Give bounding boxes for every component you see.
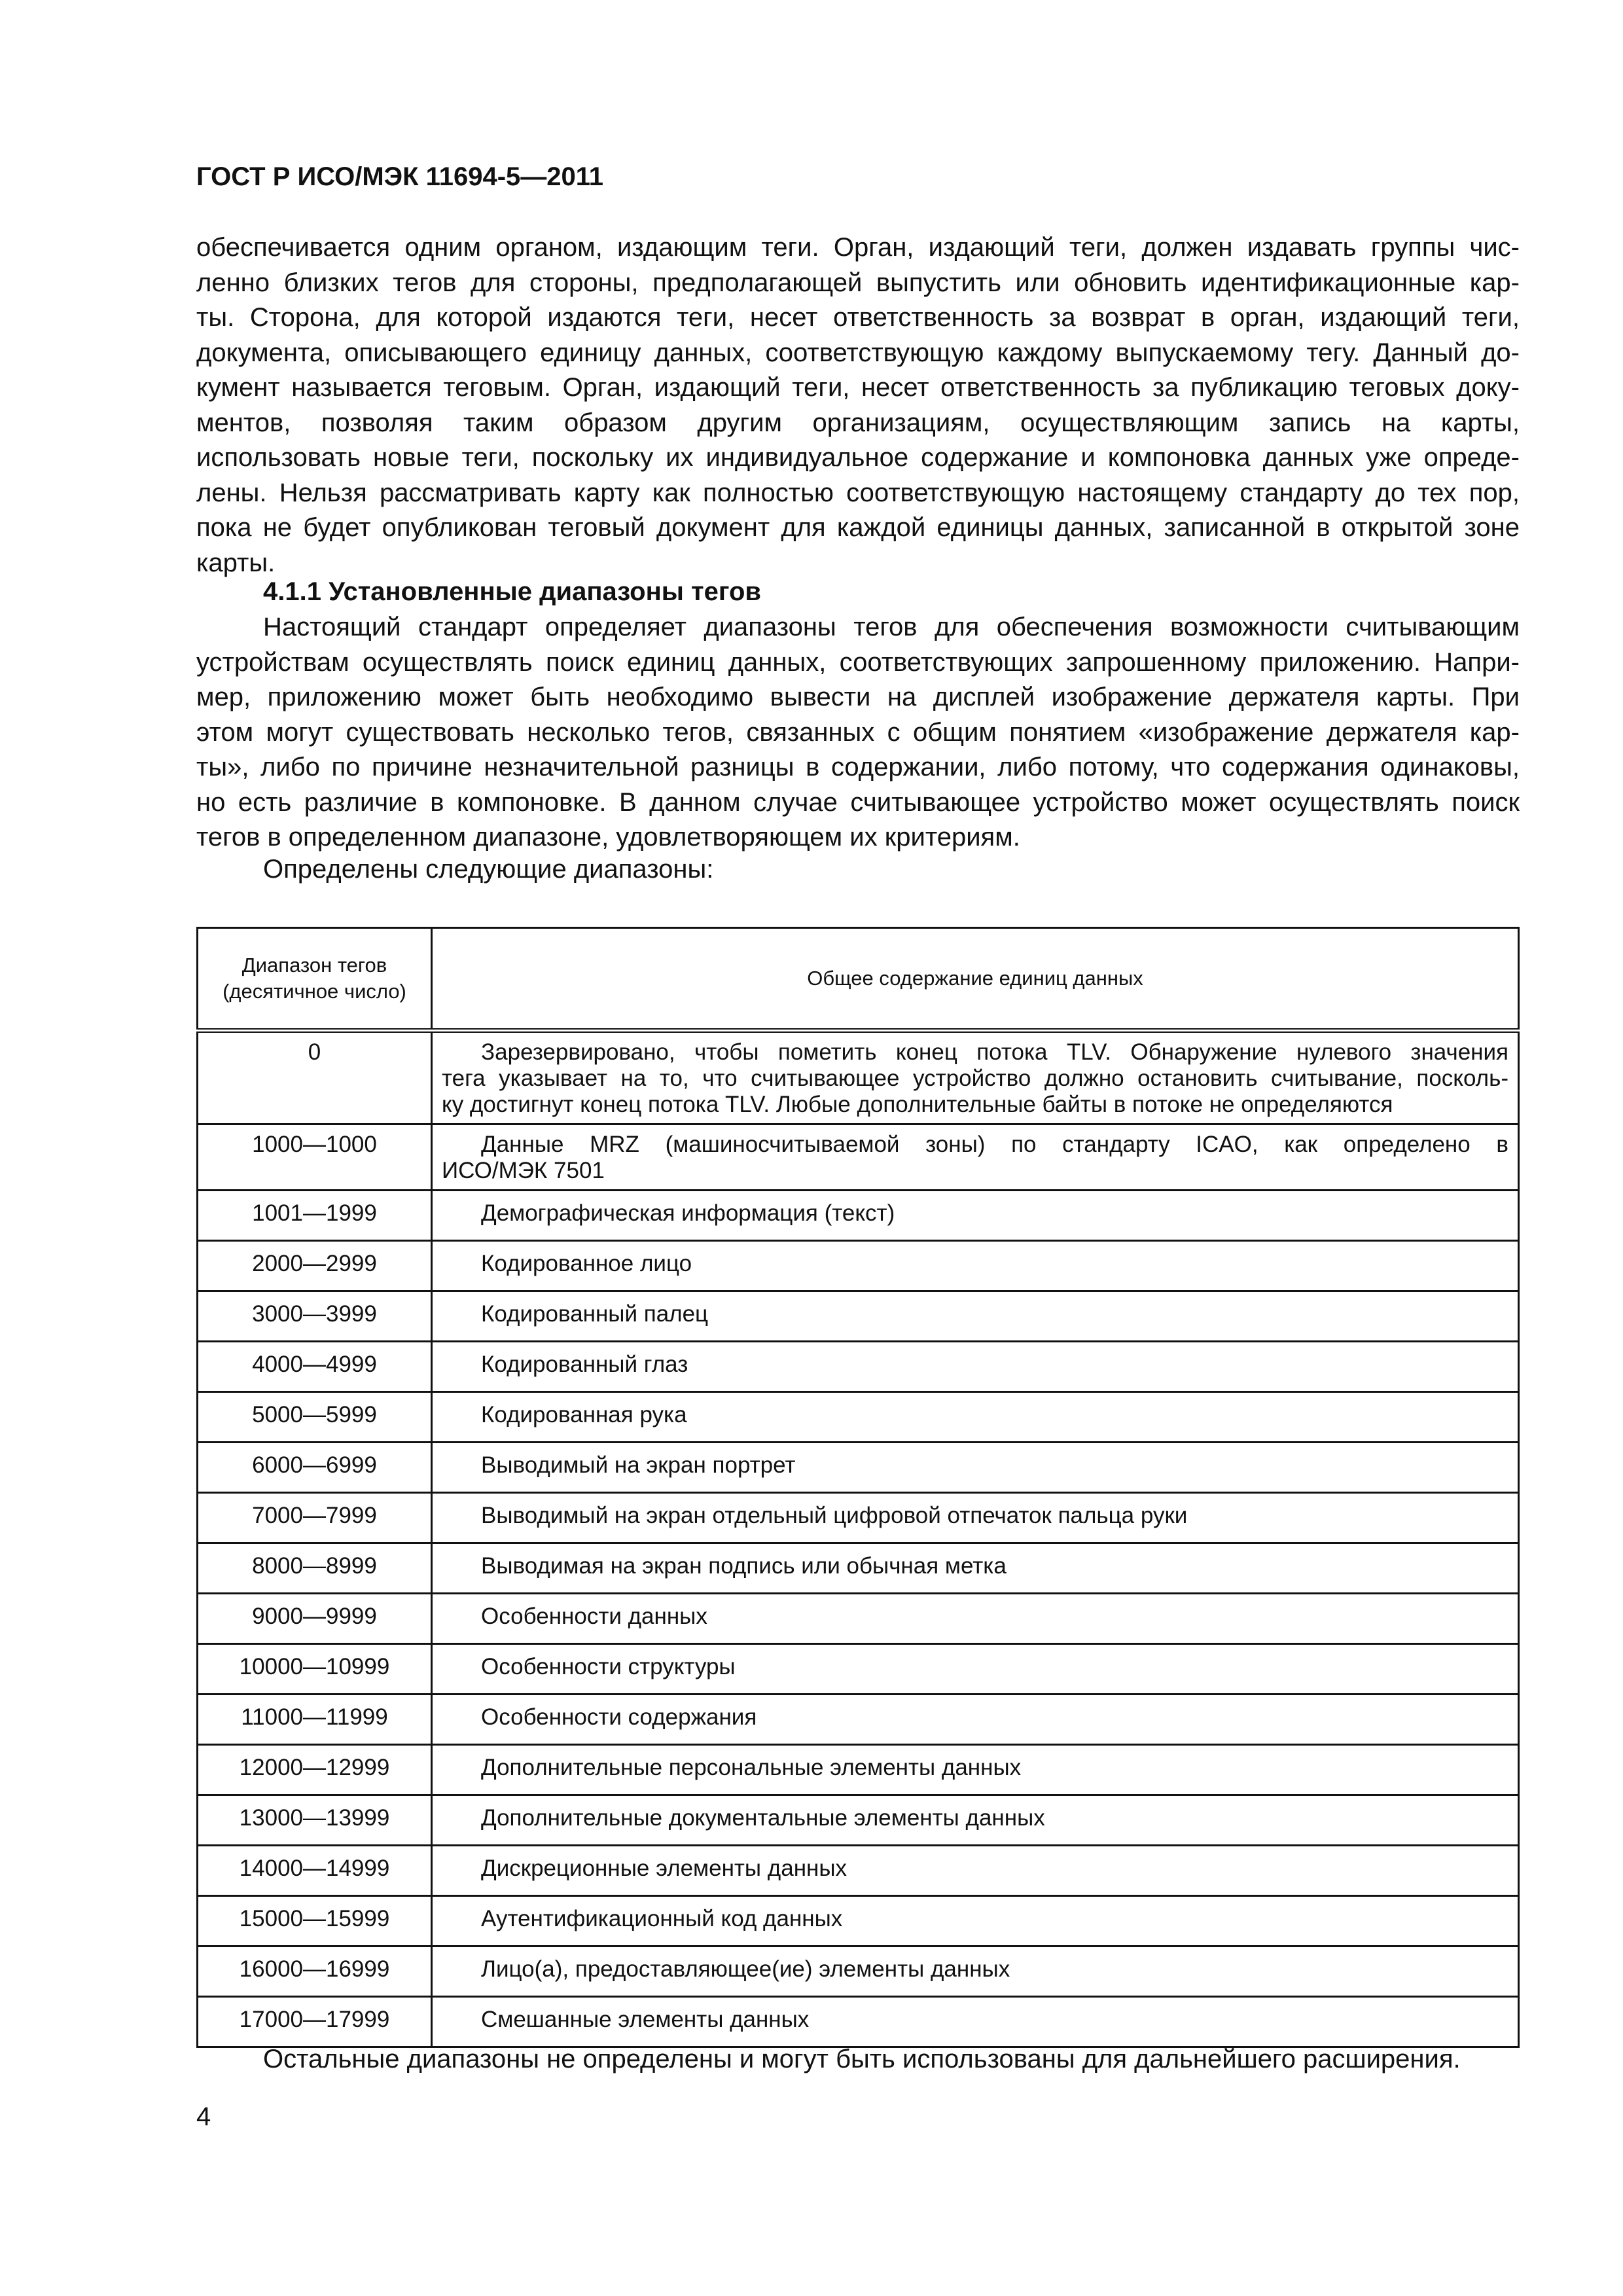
range-cell: 8000—8999 <box>198 1543 432 1594</box>
content-cell <box>432 1031 1519 1124</box>
table-row <box>198 1745 1519 1795</box>
text-line: лены. Нельзя рассматривать карту как полностью соответствующую настоящему стандарту до тех пор, <box>196 478 1520 507</box>
text-line: но есть различие в компоновке. В данном случае считывающее устройство может осуществлять поиск <box>196 787 1520 817</box>
content-line: Зарезервировано, чтобы пометить конец потока TLV. Обнаружение нулевого значения <box>481 1039 1508 1065</box>
section-heading: 4.1.1 Установленные диапазоны тегов <box>263 577 762 606</box>
table-row <box>198 1342 1519 1392</box>
range-cell: 9000—9999 <box>198 1594 432 1644</box>
content-line: ИСО/МЭК 7501 <box>442 1158 605 1183</box>
text-line: устройствам осуществлять поиск единиц данных, соответствующих запрошенному приложению. Напри- <box>196 647 1520 677</box>
table-row <box>198 1644 1519 1695</box>
table-row <box>198 1594 1519 1644</box>
text-line: ментов, позволяя таким образом другим организациям, осуществляющим запись на карты, <box>196 408 1520 437</box>
intro-text <box>196 852 1520 888</box>
text-line: Настоящий стандарт определяет диапазоны тегов для обеспечения возможности считывающим <box>263 613 1520 641</box>
range-cell: 17000—17999 <box>198 1997 432 2047</box>
range-cell: 5000—5999 <box>198 1392 432 1443</box>
content-cell: Выводимый на экран портрет <box>432 1443 1519 1493</box>
table-row <box>198 1997 1519 2047</box>
content-cell: Кодированное лицо <box>432 1241 1519 1291</box>
text-line: использовать новые теги, поскольку их индивидуальное содержание и компоновка данных уже опреде- <box>196 443 1520 472</box>
text-line: обеспечивается одним органом, издающим теги. Орган, издающий теги, должен издавать группы чис- <box>196 233 1520 262</box>
table-row <box>198 1795 1519 1846</box>
range-cell: 1000—1000 <box>198 1124 432 1191</box>
text-line: документа, описывающего единицу данных, соответствующую каждому выпускаемому тегу. Данный до- <box>196 338 1520 367</box>
content-cell: Лицо(а), предоставляющее(ие) элементы данных <box>432 1946 1519 1997</box>
text-line: ты», либо по причине незначительной разницы в содержании, либо потому, что содержания одинаковы, <box>196 753 1520 781</box>
content-cell: Демографическая информация (текст) <box>432 1191 1519 1241</box>
content-cell: Дополнительные персональные элементы данных <box>432 1745 1519 1795</box>
table-row <box>198 1846 1519 1896</box>
page-number: 4 <box>196 2102 211 2131</box>
text-line: этом могут существовать несколько тегов, связанных с общим понятием «изображение держателя кар- <box>196 717 1520 747</box>
content-line: Данные MRZ (машиносчитываемой зоны) по стандарту ICAO, как определено в <box>481 1132 1508 1157</box>
content-cell: Кодированный глаз <box>432 1342 1519 1392</box>
text-line: карты. <box>196 548 276 577</box>
range-cell: 16000—16999 <box>198 1946 432 1997</box>
content-cell: Кодированный палец <box>432 1291 1519 1342</box>
content-cell: Дискреционные элементы данных <box>432 1846 1519 1896</box>
table-row <box>198 1443 1519 1493</box>
content-cell: Смешанные элементы данных <box>432 1997 1519 2047</box>
table-row <box>198 1124 1519 1191</box>
range-cell: 1001—1999 <box>198 1191 432 1241</box>
paragraph-1 <box>196 230 1520 581</box>
text-line: пока не будет опубликован теговый документ для каждой единицы данных, записанной в открытой зоне <box>196 513 1520 542</box>
range-cell: 10000—10999 <box>198 1644 432 1695</box>
paragraph-2 <box>196 610 1520 855</box>
content-cell <box>432 1124 1519 1191</box>
range-cell: 0 <box>198 1031 432 1124</box>
table-row <box>198 1291 1519 1342</box>
range-cell: 15000—15999 <box>198 1896 432 1946</box>
table-row <box>198 1493 1519 1543</box>
header-range <box>198 928 432 1031</box>
range-cell: 7000—7999 <box>198 1493 432 1543</box>
header-content: Общее содержание единиц данных <box>432 928 1519 1031</box>
content-line: тега указывает на то, что считывающее устройство должно остановить считывание, посколь- <box>442 1066 1508 1091</box>
table-header-row <box>198 928 1519 1031</box>
table-row <box>198 1031 1519 1124</box>
range-cell: 2000—2999 <box>198 1241 432 1291</box>
footer-note: Остальные диапазоны не определены и могут быть использованы для дальнейшего расширения. <box>263 2045 1461 2073</box>
content-cell: Особенности содержания <box>432 1695 1519 1745</box>
table-row <box>198 1946 1519 1997</box>
range-cell: 12000—12999 <box>198 1745 432 1795</box>
text-line: ты. Сторона, для которой издаются теги, несет ответственность за возврат в орган, издающий теги, <box>196 303 1520 332</box>
table-row <box>198 1543 1519 1594</box>
table-row <box>198 1392 1519 1443</box>
content-cell: Особенности данных <box>432 1594 1519 1644</box>
tag-ranges-table <box>196 927 1520 2048</box>
table-row <box>198 1695 1519 1745</box>
table-row <box>198 1191 1519 1241</box>
text-line: мер, приложению может быть необходимо вывести на дисплей изображение держателя карты. При <box>196 683 1520 711</box>
range-cell: 11000—11999 <box>198 1695 432 1745</box>
header-range-line1: Диапазон тегов <box>241 954 387 977</box>
header-range-line2: (десятичное число) <box>223 980 406 1003</box>
text-line: тегов в определенном диапазоне, удовлетворяющем их критериям. <box>196 823 1020 852</box>
range-cell: 14000—14999 <box>198 1846 432 1896</box>
content-cell: Кодированная рука <box>432 1392 1519 1443</box>
range-cell: 4000—4999 <box>198 1342 432 1392</box>
intro-line: Определены следующие диапазоны: <box>263 855 714 884</box>
text-line: ленно близких тегов для стороны, предполагающей выпустить или обновить идентификационные кар- <box>196 268 1520 297</box>
text-line: кумент называется теговым. Орган, издающий теги, несет ответственность за публикацию теговых доку- <box>196 373 1520 402</box>
document-header: ГОСТ Р ИСО/МЭК 11694-5—2011 <box>196 162 604 191</box>
content-cell: Аутентификационный код данных <box>432 1896 1519 1946</box>
content-cell: Дополнительные документальные элементы данных <box>432 1795 1519 1846</box>
content-line: ку достигнут конец потока TLV. Любые дополнительные байты в потоке не определяются <box>442 1092 1393 1117</box>
range-cell: 13000—13999 <box>198 1795 432 1846</box>
content-cell: Выводимая на экран подпись или обычная метка <box>432 1543 1519 1594</box>
range-cell: 6000—6999 <box>198 1443 432 1493</box>
range-cell: 3000—3999 <box>198 1291 432 1342</box>
content-cell: Особенности структуры <box>432 1644 1519 1695</box>
table-row <box>198 1896 1519 1946</box>
content-cell: Выводимый на экран отдельный цифровой отпечаток пальца руки <box>432 1493 1519 1543</box>
table-row <box>198 1241 1519 1291</box>
